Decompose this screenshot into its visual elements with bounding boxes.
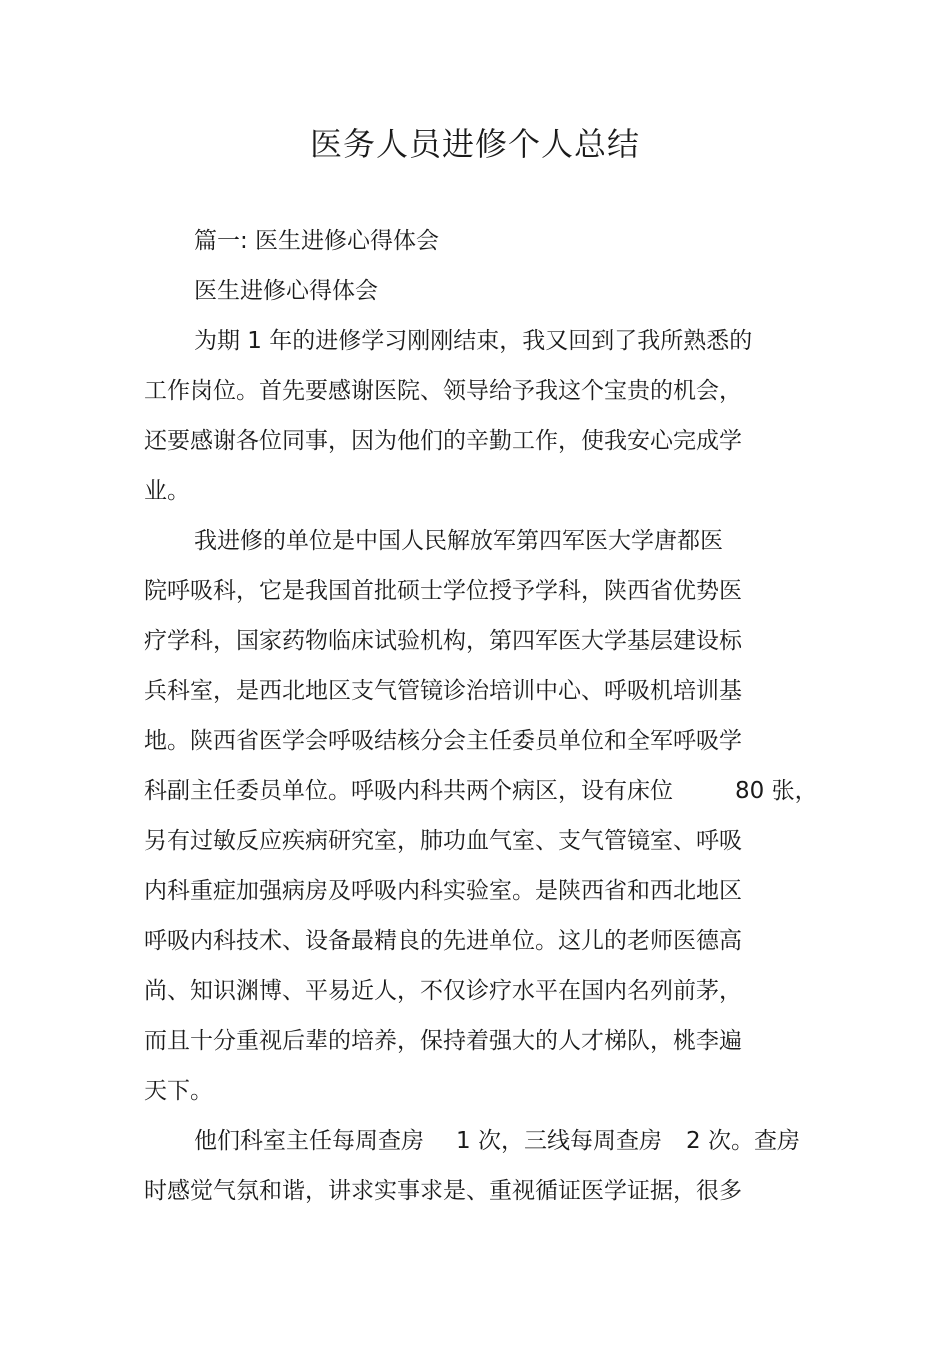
paragraph-line: 为期 1 年的进修学习刚刚结束，我又回到了我所熟悉的 bbox=[194, 328, 753, 354]
paragraph-line: 还要感谢各位同事，因为他们的辛勤工作，使我安心完成学 bbox=[144, 428, 742, 454]
paragraph-line: 工作岗位。首先要感谢医院、领导给予我这个宝贵的机会， bbox=[144, 378, 742, 404]
paragraph-line: 业。 bbox=[144, 478, 190, 504]
paragraph-line: 呼吸内科技术、设备最精良的先进单位。这儿的老师医德高 bbox=[144, 928, 742, 954]
paragraph-line-seg: 1 次，三线每周查房 bbox=[456, 1128, 662, 1154]
paragraph-line: 尚、知识渊博、平易近人，不仅诊疗水平在国内名列前茅， bbox=[144, 978, 742, 1004]
paragraph-line: 另有过敏反应疾病研究室，肺功血气室、支气管镜室、呼吸 bbox=[144, 828, 742, 854]
paragraph-line: 科副主任委员单位。呼吸内科共两个病区，设有床位 bbox=[144, 778, 673, 804]
paragraph-line: 院呼吸科，它是我国首批硕士学位授予学科，陕西省优势医 bbox=[144, 578, 742, 604]
paragraph-line-seg: 2 次。查房 bbox=[686, 1128, 800, 1154]
paragraph-line: 时感觉气氛和谐，讲求实事求是、重视循证医学证据，很多 bbox=[144, 1178, 742, 1204]
paragraph-line: 而且十分重视后辈的培养，保持着强大的人才梯队，桃李遍 bbox=[144, 1028, 742, 1054]
paragraph-line: 我进修的单位是中国人民解放军第四军医大学唐都医 bbox=[194, 528, 723, 554]
section-heading: 篇一: 医生进修心得体会 bbox=[194, 228, 440, 254]
subtitle: 医生进修心得体会 bbox=[194, 278, 378, 304]
paragraph-line-seg: 他们科室主任每周查房 bbox=[194, 1128, 424, 1154]
paragraph-line: 疗学科，国家药物临床试验机构，第四军医大学基层建设标 bbox=[144, 628, 742, 654]
document-title: 医务人员进修个人总结 bbox=[309, 125, 640, 163]
paragraph-line: 内科重症加强病房及呼吸内科实验室。是陕西省和西北地区 bbox=[144, 878, 742, 904]
paragraph-line: 兵科室，是西北地区支气管镜诊治培训中心、呼吸机培训基 bbox=[144, 678, 742, 704]
paragraph-line: 天下。 bbox=[144, 1078, 213, 1104]
paragraph-line: 地。陕西省医学会呼吸结核分会主任委员单位和全军呼吸学 bbox=[144, 728, 742, 754]
paragraph-line-tail: 80 张， bbox=[735, 778, 818, 804]
